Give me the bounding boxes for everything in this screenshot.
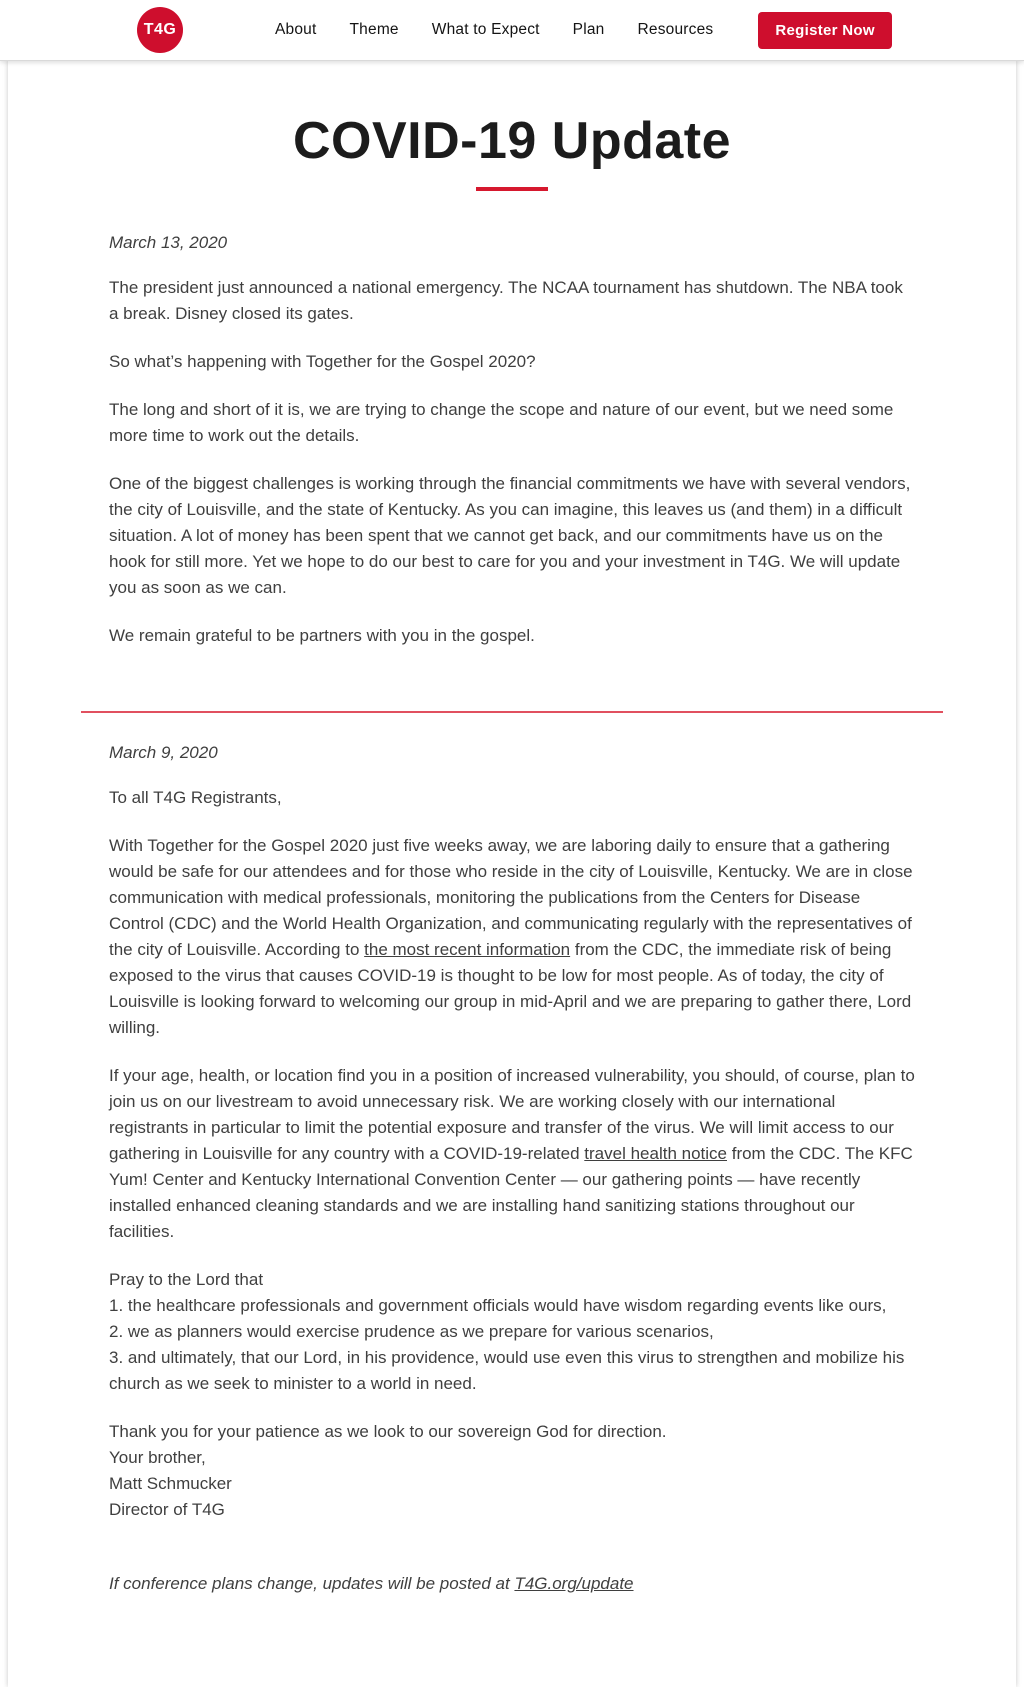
update1-date: March 13, 2020	[109, 232, 228, 252]
signature-line-1: Your brother,	[109, 1447, 206, 1467]
update1-paragraph-5: We remain grateful to be partners with you in the gospel.	[109, 625, 535, 645]
page-title: COVID-19 Update	[292, 112, 732, 170]
most-recent-information-link[interactable]: the most recent information	[364, 939, 571, 959]
update-footer-note	[109, 1571, 915, 1597]
update2-paragraph-2	[109, 1063, 915, 1245]
travel-health-notice-link[interactable]: travel health notice	[584, 1143, 727, 1163]
prayer-list	[109, 1293, 915, 1397]
footer-note-text: If conference plans change, updates will be posted at	[109, 1573, 515, 1593]
register-now-button[interactable]: Register Now	[758, 12, 891, 49]
page-sheet	[8, 60, 1016, 1687]
update1-paragraph-4: One of the biggest challenges is working through the financial commitments we have with several vendors, the city of Louisville, and the state of Kentucky. As you can imagine, this leaves us (and them) in a difficult situation. A lot of money has been spent that we cannot get back, and our commitments have us on the hook for still more. Yet we hope to do our best to care for you and your investment in T4G. We will update you as soon as we can.	[109, 473, 911, 597]
update2-paragraph-1-text-after: from the CDC, the immediate risk of being exposed to the virus that causes COVID-19 is thought to be low for most people. As of today, the city of Louisville is looking forward to welcoming our group in mid-April and we are preparing to gather there, Lord willing.	[109, 939, 912, 1037]
title-underline-decoration	[476, 187, 548, 191]
prayer-list-item-1: 1. the healthcare professionals and government officials would have wisdom regarding events like ours,	[109, 1295, 887, 1315]
update1-paragraph-2: So what’s happening with Together for the Gospel 2020?	[109, 351, 536, 371]
update1-paragraph-1: The president just announced a national emergency. The NCAA tournament has shutdown. The NBA took a break. Disney closed its gates.	[109, 277, 903, 323]
signature-line-3: Director of T4G	[109, 1499, 225, 1519]
prayer-list-item-2: 2. we as planners would exercise prudence as we prepare for various scenarios,	[109, 1321, 714, 1341]
update2-paragraph-1-text: With Together for the Gospel 2020 just five weeks away, we are laboring daily to ensure that a gathering would be safe for our attendees and for those who reside in the city of Louisville, Kentucky. We are in close communication with medical professionals, monitoring the publications from the Centers for Disease Control (CDC) and the World Health Organization, and communicating regularly with the representatives of the city of Louisville. According to	[109, 835, 913, 959]
t4g-logo-text: T4G	[143, 21, 177, 38]
nav-item-resources[interactable]: Resources	[637, 21, 714, 38]
nav-item-about[interactable]: About	[275, 21, 317, 38]
signature-line-2: Matt Schmucker	[109, 1473, 232, 1493]
signature-block	[109, 1445, 915, 1523]
update2-paragraph-3: Pray to the Lord that	[109, 1269, 264, 1289]
update1-paragraph-3: The long and short of it is, we are trying to change the scope and nature of our event, but we need some more time to work out the details.	[109, 399, 894, 445]
main-nav	[275, 12, 892, 49]
site-header	[0, 0, 1024, 60]
t4g-org-update-link[interactable]: T4G.org/update	[514, 1573, 634, 1593]
prayer-list-item-3: 3. and ultimately, that our Lord, in his providence, would use even this virus to strengthen and mobilize his church as we seek to minister to a world in need.	[109, 1347, 905, 1393]
update2-paragraph-2-text-after: from the CDC. The KFC Yum! Center and Kentucky International Convention Center — our gathering points — have recently installed enhanced cleaning standards and we are installing hand sanitizing stations throughout our facilities.	[109, 1143, 913, 1241]
nav-item-theme[interactable]: Theme	[349, 21, 399, 38]
update2-salutation: To all T4G Registrants,	[109, 787, 282, 807]
section-divider	[81, 711, 943, 713]
covid-update-article	[109, 112, 915, 1597]
update2-paragraph-1	[109, 833, 915, 1041]
update2-date: March 9, 2020	[109, 742, 218, 762]
nav-item-plan[interactable]: Plan	[572, 21, 605, 38]
update2-paragraph-2-text: If your age, health, or location find you in a position of increased vulnerability, you should, of course, plan to join us on our livestream to avoid unnecessary risk. We are working closely with our international registrants in particular to limit the potential exposure and transfer of the virus. We will limit access to our gathering in Louisville for any country with a COVID-19-related	[109, 1065, 915, 1163]
t4g-logo[interactable]	[137, 7, 183, 53]
update2-paragraph-4: Thank you for your patience as we look to our sovereign God for direction.	[109, 1421, 667, 1441]
nav-item-what-to-expect[interactable]: What to Expect	[431, 21, 540, 38]
